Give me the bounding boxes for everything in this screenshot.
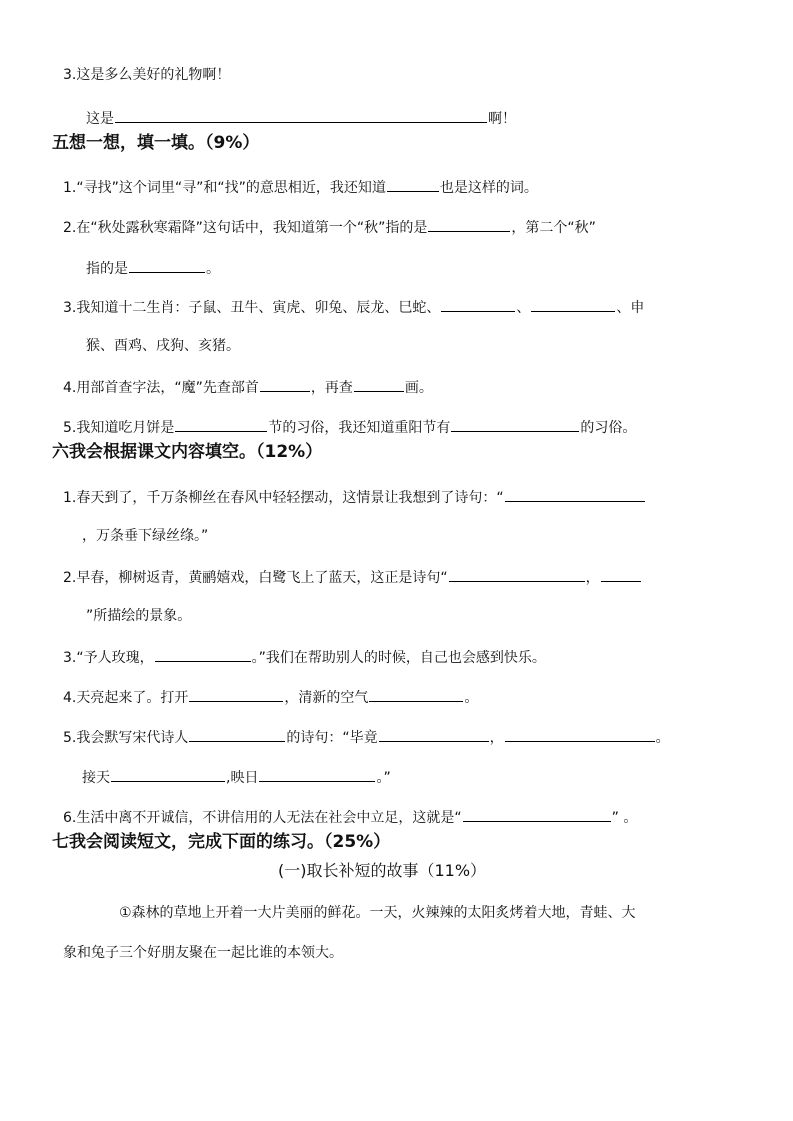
reading-paragraph-line2: 象和兔子三个好朋友聚在一起比谁的本领大。	[63, 945, 343, 961]
s5-item-2-cont	[86, 258, 220, 278]
answer-blank[interactable]	[111, 767, 225, 782]
s5-item-2	[63, 217, 596, 237]
s5-i2-text-cont: 指的是	[86, 261, 128, 277]
answer-blank[interactable]	[259, 767, 375, 782]
s5-i4-text-end: 画。	[404, 380, 433, 396]
s5-i5-text-mid: 节的习俗，我还知道重阳节有	[268, 420, 451, 436]
s5-i1-text-end: 也是这样的词。	[439, 180, 538, 196]
section-6-title: 六我会根据课文内容填空。（12%）	[52, 442, 323, 462]
s6-i5-sep: ，	[489, 730, 504, 746]
s5-i4-text-mid: ，再查	[310, 380, 353, 396]
s5-i3-text-end: 、申	[616, 300, 645, 316]
s5-i5-text-end: 的习俗。	[580, 420, 637, 436]
answer-blank[interactable]	[189, 727, 285, 742]
answer-blank[interactable]	[189, 687, 283, 702]
section-5-title: 五想一想，填一填。（9%）	[52, 133, 260, 153]
s6-item-3	[63, 647, 546, 667]
s6-i6-text-end: ” 。	[611, 810, 638, 826]
answer-blank[interactable]	[531, 297, 615, 312]
answer-blank[interactable]	[601, 567, 641, 582]
s6-item-1-cont: ，万条垂下绿丝绦。”	[82, 528, 209, 544]
s6-i4-text-end: 。	[464, 690, 479, 706]
question-3-line2	[86, 108, 516, 128]
s6-i5-text-end: 。”	[376, 770, 391, 786]
answer-blank[interactable]	[354, 377, 404, 392]
s6-item-4	[63, 687, 478, 707]
answer-blank[interactable]	[115, 108, 487, 123]
answer-blank[interactable]	[387, 177, 439, 192]
s5-item-3-cont: 猴、酉鸡、戌狗、亥猪。	[86, 338, 240, 354]
s5-item-5	[63, 417, 636, 437]
s6-item-6	[63, 807, 637, 827]
s6-i3-text-end: 。”我们在帮助别人的时候，自己也会感到快乐。	[251, 650, 546, 666]
answer-blank[interactable]	[505, 727, 655, 742]
q3-suffix: 啊！	[488, 111, 516, 127]
s5-item-4	[63, 377, 433, 397]
s6-i2-text: 2.早春，柳树返青，黄鹂嬉戏，白鹭飞上了蓝天，这正是诗句“	[63, 570, 448, 586]
s5-i3-sep: 、	[516, 300, 531, 316]
answer-blank[interactable]	[129, 258, 205, 273]
s5-i2-period: 。	[206, 261, 220, 277]
s5-i2-text-end: ，第二个“秋”	[511, 220, 596, 236]
s5-i1-text: 1.“寻找”这个词里“寻”和“找”的意思相近，我还知道	[63, 180, 386, 196]
q3-prefix: 这是	[86, 111, 114, 127]
s5-i4-text: 4.用部首查字法，“魔”先查部首	[63, 380, 259, 396]
s6-i5-text-cont2: ,映日	[226, 770, 259, 786]
question-3-line1: 3.这是多么美好的礼物啊！	[63, 67, 231, 83]
s6-i6-text: 6.生活中离不开诚信，不讲信用的人无法在社会中立足，这就是“	[63, 810, 462, 826]
answer-blank[interactable]	[463, 807, 611, 822]
s6-i4-text: 4.天亮起来了。打开	[63, 690, 189, 706]
s5-i3-text: 3.我知道十二生肖：子鼠、丑牛、寅虎、卯兔、辰龙、巳蛇、	[63, 300, 441, 316]
answer-blank[interactable]	[449, 567, 585, 582]
answer-blank[interactable]	[369, 687, 463, 702]
reading-subtitle: (一)取长补短的故事（11%）	[278, 861, 487, 880]
reading-paragraph-line1: ①森林的草地上开着一大片美丽的鲜花。一天，火辣辣的太阳炙烤着大地，青蛙、大	[119, 905, 636, 921]
answer-blank[interactable]	[441, 297, 515, 312]
answer-blank[interactable]	[155, 647, 251, 662]
s6-item-5-cont	[82, 767, 391, 787]
s5-item-1	[63, 177, 538, 197]
s6-i4-text-mid: ，清新的空气	[284, 690, 369, 706]
answer-blank[interactable]	[428, 217, 510, 232]
s6-item-2-cont: ”所描绘的景象。	[86, 608, 192, 624]
s6-i1-text: 1.春天到了，千万条柳丝在春风中轻轻摆动，这情景让我想到了诗句：“	[63, 490, 504, 506]
s6-item-5	[63, 727, 670, 747]
answer-blank[interactable]	[260, 377, 310, 392]
s6-i3-text: 3.“予人玫瑰，	[63, 650, 154, 666]
section-7-title: 七我会阅读短文，完成下面的练习。（25%）	[52, 832, 391, 852]
s6-i5-text: 5.我会默写宋代诗人	[63, 730, 189, 746]
s6-item-1	[63, 487, 646, 507]
s6-i2-sep: ，	[585, 570, 600, 586]
s5-i5-text: 5.我知道吃月饼是	[63, 420, 175, 436]
s6-i5-period: 。	[655, 730, 670, 746]
answer-blank[interactable]	[505, 487, 645, 502]
s5-i2-text: 2.在“秋处露秋寒霜降”这句话中，我知道第一个“秋”指的是	[63, 220, 428, 236]
s5-item-3	[63, 297, 644, 317]
s6-item-2	[63, 567, 642, 587]
answer-blank[interactable]	[175, 417, 267, 432]
answer-blank[interactable]	[451, 417, 579, 432]
answer-blank[interactable]	[379, 727, 489, 742]
s6-i5-text-mid: 的诗句：“毕竟	[286, 730, 378, 746]
s6-i5-text-cont: 接天	[82, 770, 110, 786]
